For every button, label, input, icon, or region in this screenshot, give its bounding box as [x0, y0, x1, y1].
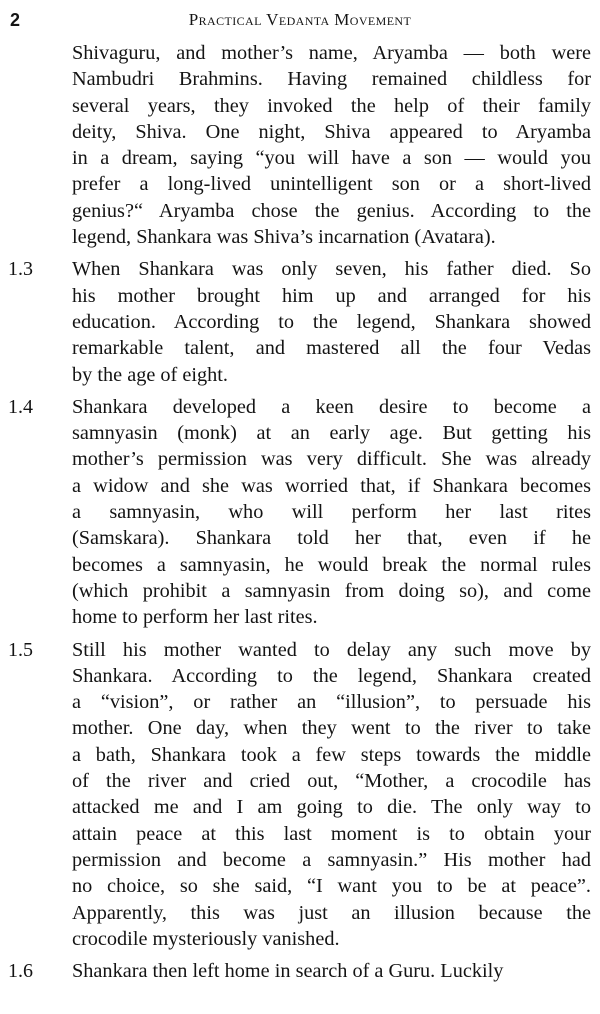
- paragraph-number: 1.5: [8, 638, 33, 661]
- text-line: a samnyasin, who will perform her last rites: [72, 501, 591, 524]
- page-header: [0, 9, 600, 33]
- paragraph: [0, 40, 600, 250]
- text-line: attain peace at this last moment is to obtain your: [72, 822, 591, 845]
- text-line: by the age of eight.: [72, 363, 229, 386]
- text-line: samnyasin (monk) at an early age. But getting his: [72, 422, 591, 445]
- paragraph-text: [72, 637, 591, 953]
- text-line: genius?“ Aryamba chose the genius. According to the: [72, 199, 591, 222]
- text-line: Shankara then left home in search of a Guru. Luckily: [72, 960, 504, 983]
- text-line: When Shankara was only seven, his father died. So: [72, 258, 591, 281]
- text-line: crocodile mysteriously vanished.: [72, 927, 340, 950]
- running-head: Practical Vedanta Movement: [188, 10, 412, 29]
- text-line: in a dream, saying “you will have a son — would you: [72, 147, 591, 170]
- text-line: Shankara developed a keen desire to become a: [72, 395, 591, 418]
- paragraph-text: [72, 958, 591, 984]
- text-line: a widow and she was worried that, if Shankara becomes: [72, 474, 591, 497]
- text-line: remarkable talent, and mastered all the four Vedas: [72, 337, 591, 360]
- text-line: several years, they invoked the help of their family: [72, 94, 591, 117]
- text-line: Shivaguru, and mother’s name, Aryamba — both were: [72, 42, 591, 64]
- paragraph-number: 1.4: [8, 395, 33, 418]
- text-line: Nambudri Brahmins. Having remained childless for: [72, 68, 591, 91]
- text-line: a bath, Shankara took a few steps towards the middle: [72, 743, 591, 766]
- paragraph: [0, 958, 600, 984]
- text-line: mother’s permission was very difficult. She was already: [72, 448, 591, 471]
- text-line: Apparently, this was just an illusion because the: [72, 901, 591, 924]
- text-line: Shankara. According to the legend, Shankara created: [72, 664, 591, 687]
- text-line: attacked me and I am going to die. The only way to: [72, 796, 591, 819]
- text-line: becomes a samnyasin, he would break the normal rules: [72, 553, 591, 576]
- text-line: home to perform her last rites.: [72, 606, 318, 629]
- body-text: [0, 40, 600, 984]
- paragraph: [0, 637, 600, 953]
- text-line: permission and become a samnyasin.” His mother had: [72, 848, 591, 871]
- text-line: (Samskara). Shankara told her that, even if he: [72, 527, 591, 550]
- paragraph: [0, 256, 600, 387]
- text-line: Still his mother wanted to delay any such move by: [72, 638, 591, 661]
- paragraph-number: 1.6: [8, 960, 33, 983]
- page-number: 2: [10, 10, 21, 30]
- text-line: a “vision”, or rather an “illusion”, to persuade his: [72, 691, 591, 714]
- text-line: of the river and cried out, “Mother, a crocodile has: [72, 770, 591, 793]
- text-line: deity, Shiva. One night, Shiva appeared to Aryamba: [72, 120, 591, 143]
- paragraph: [0, 394, 600, 631]
- text-line: mother. One day, when they went to the river to take: [72, 717, 591, 740]
- text-line: prefer a long-lived unintelligent son or a short-lived: [72, 173, 591, 196]
- text-line: no choice, so she said, “I want you to be at peace”.: [72, 875, 591, 898]
- paragraph-text: [72, 394, 591, 631]
- paragraph-number: 1.3: [8, 258, 33, 281]
- text-line: legend, Shankara was Shiva’s incarnation (Avatara).: [72, 226, 496, 249]
- text-line: (which prohibit a samnyasin from doing so), and come: [72, 579, 591, 602]
- text-line: his mother brought him up and arranged for his: [72, 284, 591, 307]
- text-line: education. According to the legend, Shankara showed: [72, 310, 591, 333]
- paragraph-text: [72, 40, 591, 250]
- paragraph-text: [72, 256, 591, 387]
